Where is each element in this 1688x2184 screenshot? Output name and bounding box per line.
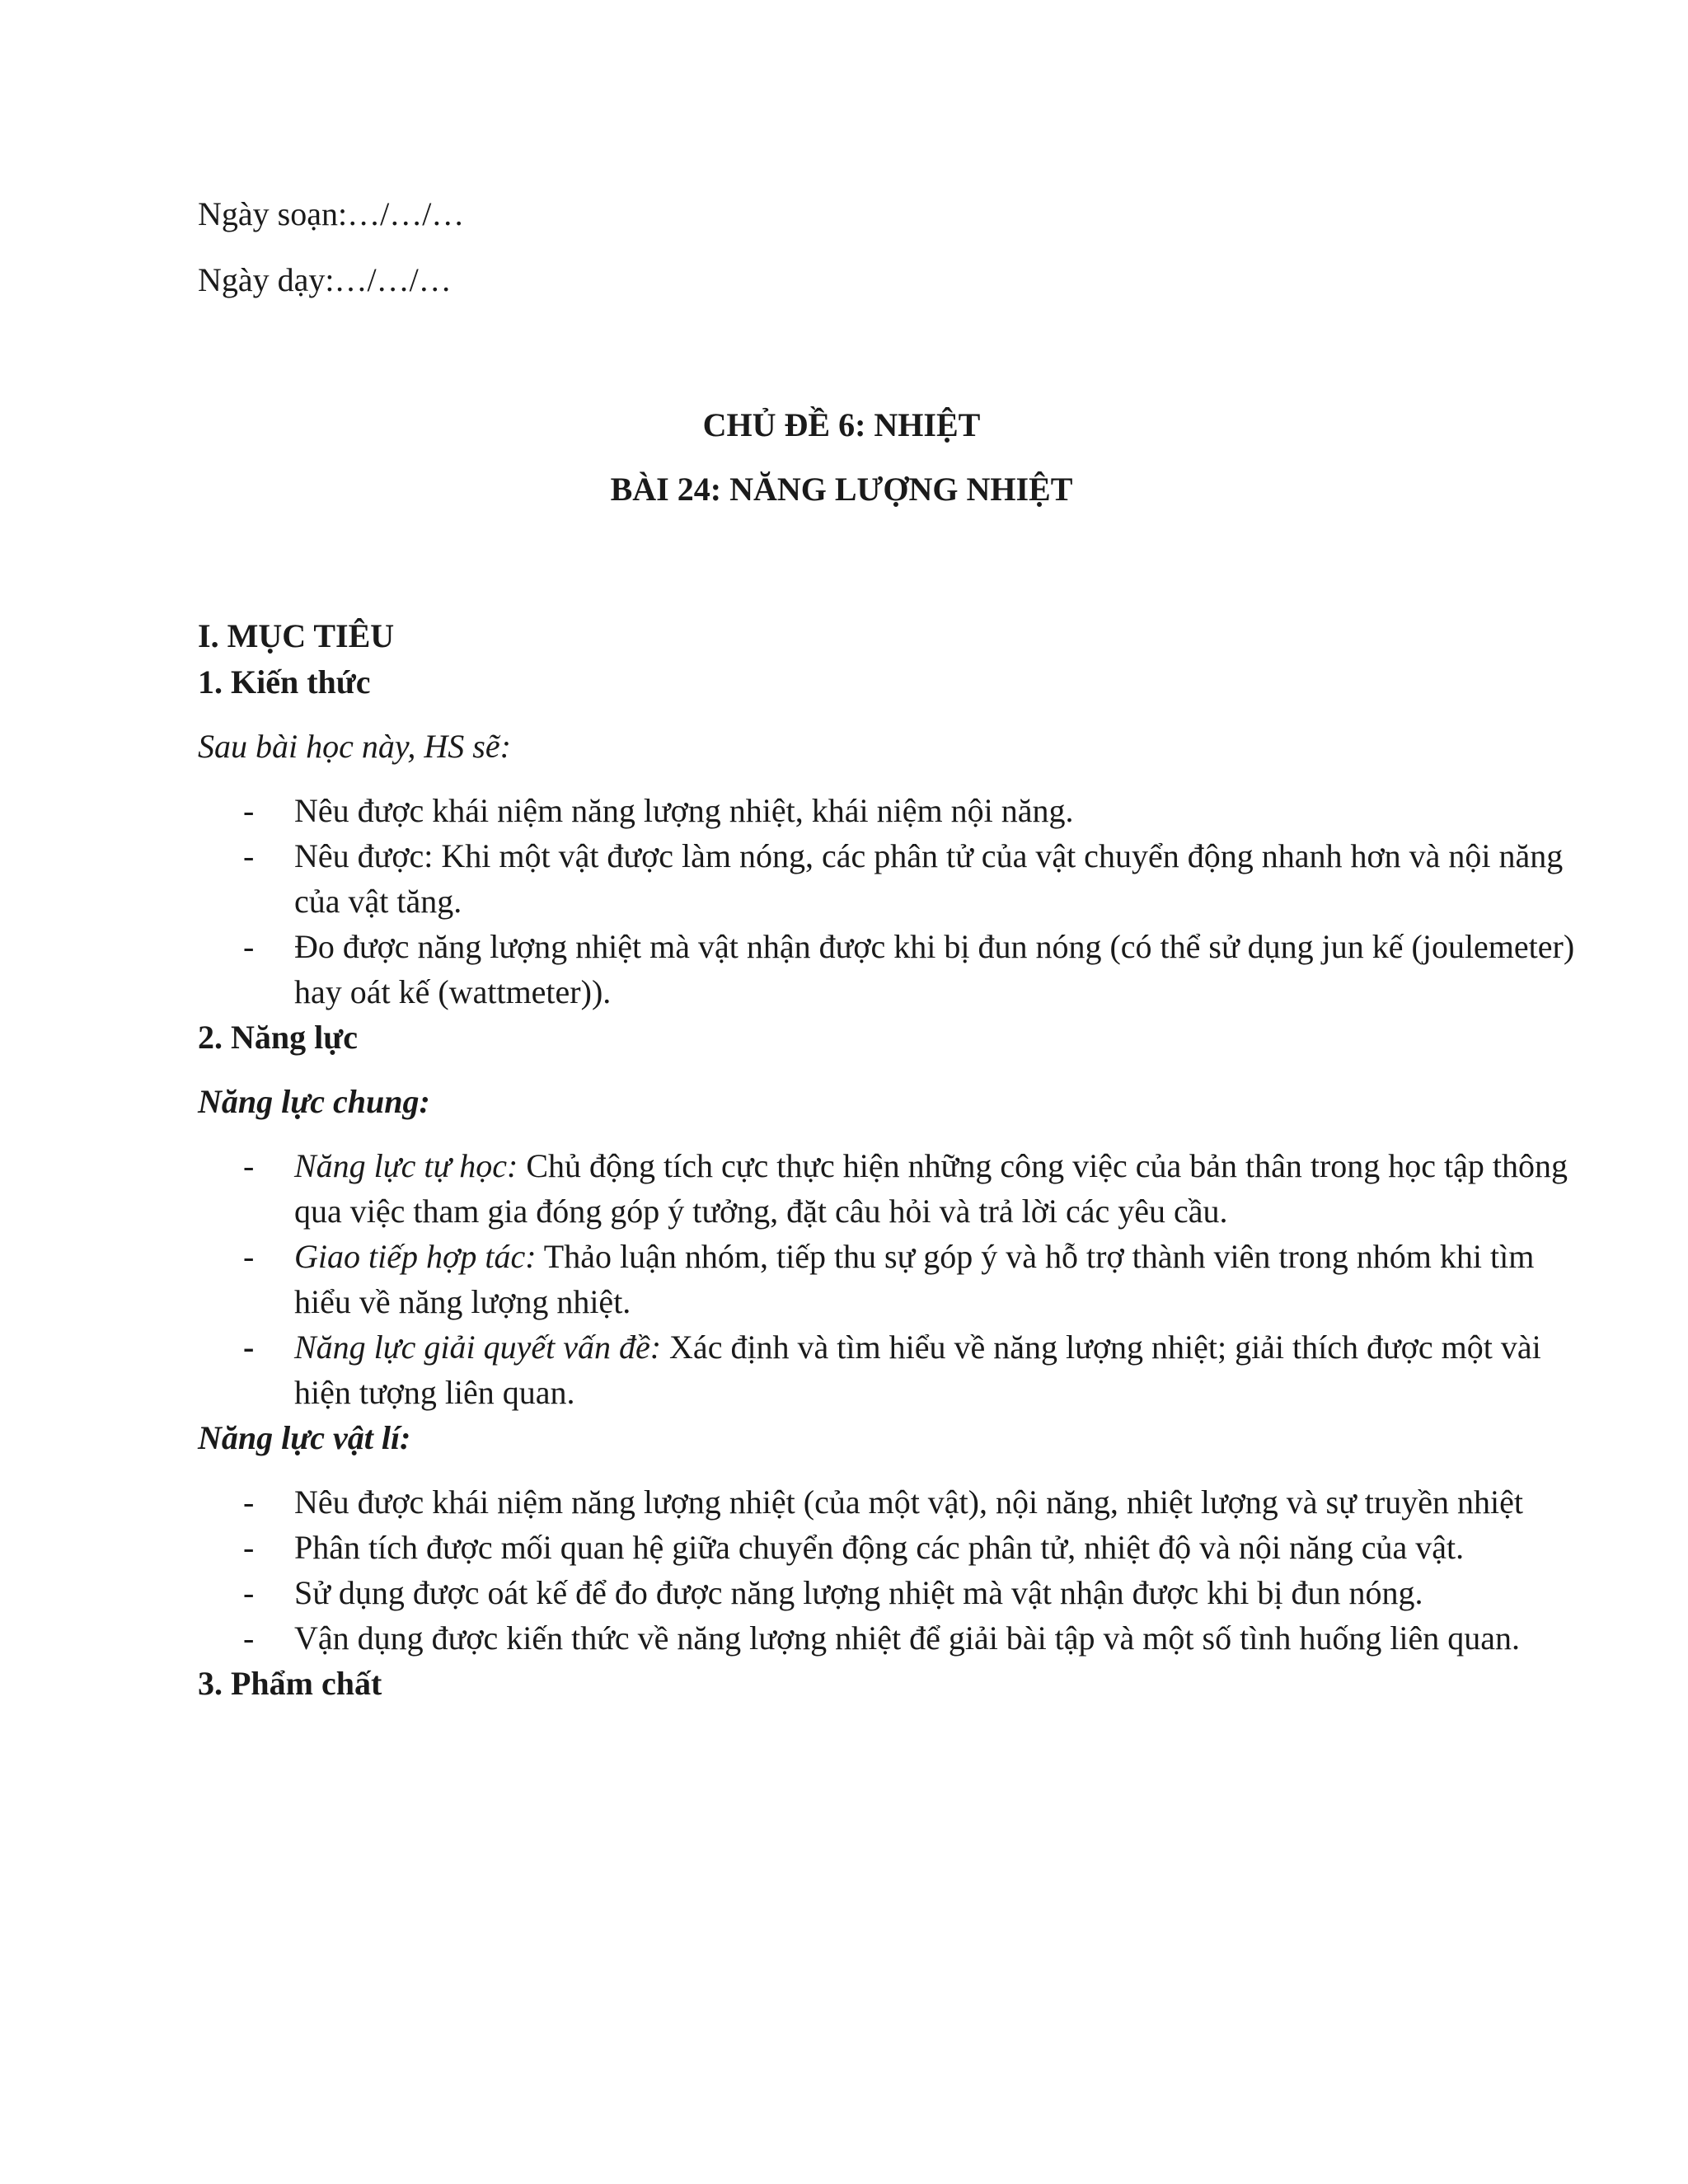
dash-bullet: - bbox=[243, 928, 255, 965]
list-item-text: Nêu được khái niệm năng lượng nhiệt (của một vật), nội năng, nhiệt lượng và sự truyền nhiệt bbox=[294, 1483, 1523, 1521]
dash-bullet: - bbox=[243, 1238, 255, 1275]
list-item bbox=[198, 1324, 1581, 1415]
list-item-lead: Năng lực giải quyết vấn đề: bbox=[294, 1329, 662, 1366]
list-item-text: Vận dụng được kiến thức về năng lượng nhiệt để giải bài tập và một số tình huống liên quan. bbox=[294, 1619, 1521, 1657]
lesson-title: BÀI 24: NĂNG LƯỢNG NHIỆT bbox=[610, 471, 1073, 508]
physics-competence-list bbox=[198, 1479, 1523, 1661]
dash-bullet: - bbox=[243, 1619, 255, 1657]
knowledge-heading: 1. Kiến thức bbox=[198, 663, 371, 701]
list-item-lead: Giao tiếp hợp tác: bbox=[294, 1238, 537, 1275]
section-objectives-heading: I. MỤC TIÊU bbox=[198, 617, 395, 654]
title-block bbox=[0, 402, 1686, 513]
list-item bbox=[198, 788, 1581, 833]
list-item-text: Sử dụng được oát kế để đo được năng lượng nhiệt mà vật nhận được khi bị đun nóng. bbox=[294, 1574, 1423, 1611]
list-item bbox=[198, 1615, 1581, 1661]
dash-bullet: - bbox=[243, 1147, 255, 1184]
document-page bbox=[198, 191, 1575, 1707]
knowledge-intro: Sau bài học này, HS sẽ: bbox=[198, 728, 511, 765]
list-item-text: Nêu được khái niệm năng lượng nhiệt, khái niệm nội năng. bbox=[294, 792, 1074, 829]
list-item-text: Nêu được: Khi một vật được làm nóng, các phân tử của vật chuyển động nhanh hơn và nội năng của vật tăng. bbox=[294, 837, 1564, 920]
list-item bbox=[198, 833, 1581, 924]
list-item bbox=[198, 1234, 1581, 1324]
list-item bbox=[198, 1525, 1581, 1570]
list-item-text: Đo được năng lượng nhiệt mà vật nhận được khi bị đun nóng (có thể sử dụng jun kế (joulemeter) hay oát kế (wattmeter)). bbox=[294, 928, 1575, 1010]
prep-date: Ngày soạn:…/…/… bbox=[198, 195, 465, 232]
dash-bullet: - bbox=[243, 1574, 255, 1611]
list-item-text: Thảo luận nhóm, tiếp thu sự góp ý và hỗ trợ thành viên trong nhóm khi tìm hiểu về năng lượng nhiệt. bbox=[294, 1238, 1535, 1320]
qualities-heading: 3. Phẩm chất bbox=[198, 1665, 382, 1702]
dash-bullet: - bbox=[243, 837, 255, 874]
knowledge-list bbox=[198, 788, 1575, 1015]
dash-bullet: - bbox=[243, 792, 255, 829]
general-competence-list bbox=[198, 1143, 1568, 1415]
competence-heading: 2. Năng lực bbox=[198, 1019, 359, 1056]
teach-date: Ngày dạy:…/…/… bbox=[198, 261, 452, 298]
general-competence-heading: Năng lực chung: bbox=[198, 1083, 430, 1120]
dash-bullet: - bbox=[243, 1483, 255, 1521]
list-item-text: Phân tích được mối quan hệ giữa chuyển động các phân tử, nhiệt độ và nội năng của vật. bbox=[294, 1529, 1465, 1566]
list-item-text: Chủ động tích cực thực hiện những công việc của bản thân trong học tập thông qua việc tham gia đóng góp ý tưởng, đặt câu hỏi và trả lời các yêu cầu. bbox=[294, 1147, 1568, 1230]
list-item bbox=[198, 1479, 1581, 1525]
list-item bbox=[198, 1570, 1581, 1615]
list-item-text: Xác định và tìm hiểu về năng lượng nhiệt; giải thích được một vài hiện tượng liên quan. bbox=[294, 1329, 1541, 1411]
list-item-lead: Năng lực tự học: bbox=[294, 1147, 518, 1184]
dash-bullet: - bbox=[243, 1529, 255, 1566]
physics-competence-heading: Năng lực vật lí: bbox=[198, 1419, 411, 1456]
dash-bullet: - bbox=[243, 1329, 255, 1366]
list-item bbox=[198, 1143, 1581, 1234]
list-item bbox=[198, 924, 1581, 1015]
topic-title: CHỦ ĐỀ 6: NHIỆT bbox=[702, 406, 981, 443]
